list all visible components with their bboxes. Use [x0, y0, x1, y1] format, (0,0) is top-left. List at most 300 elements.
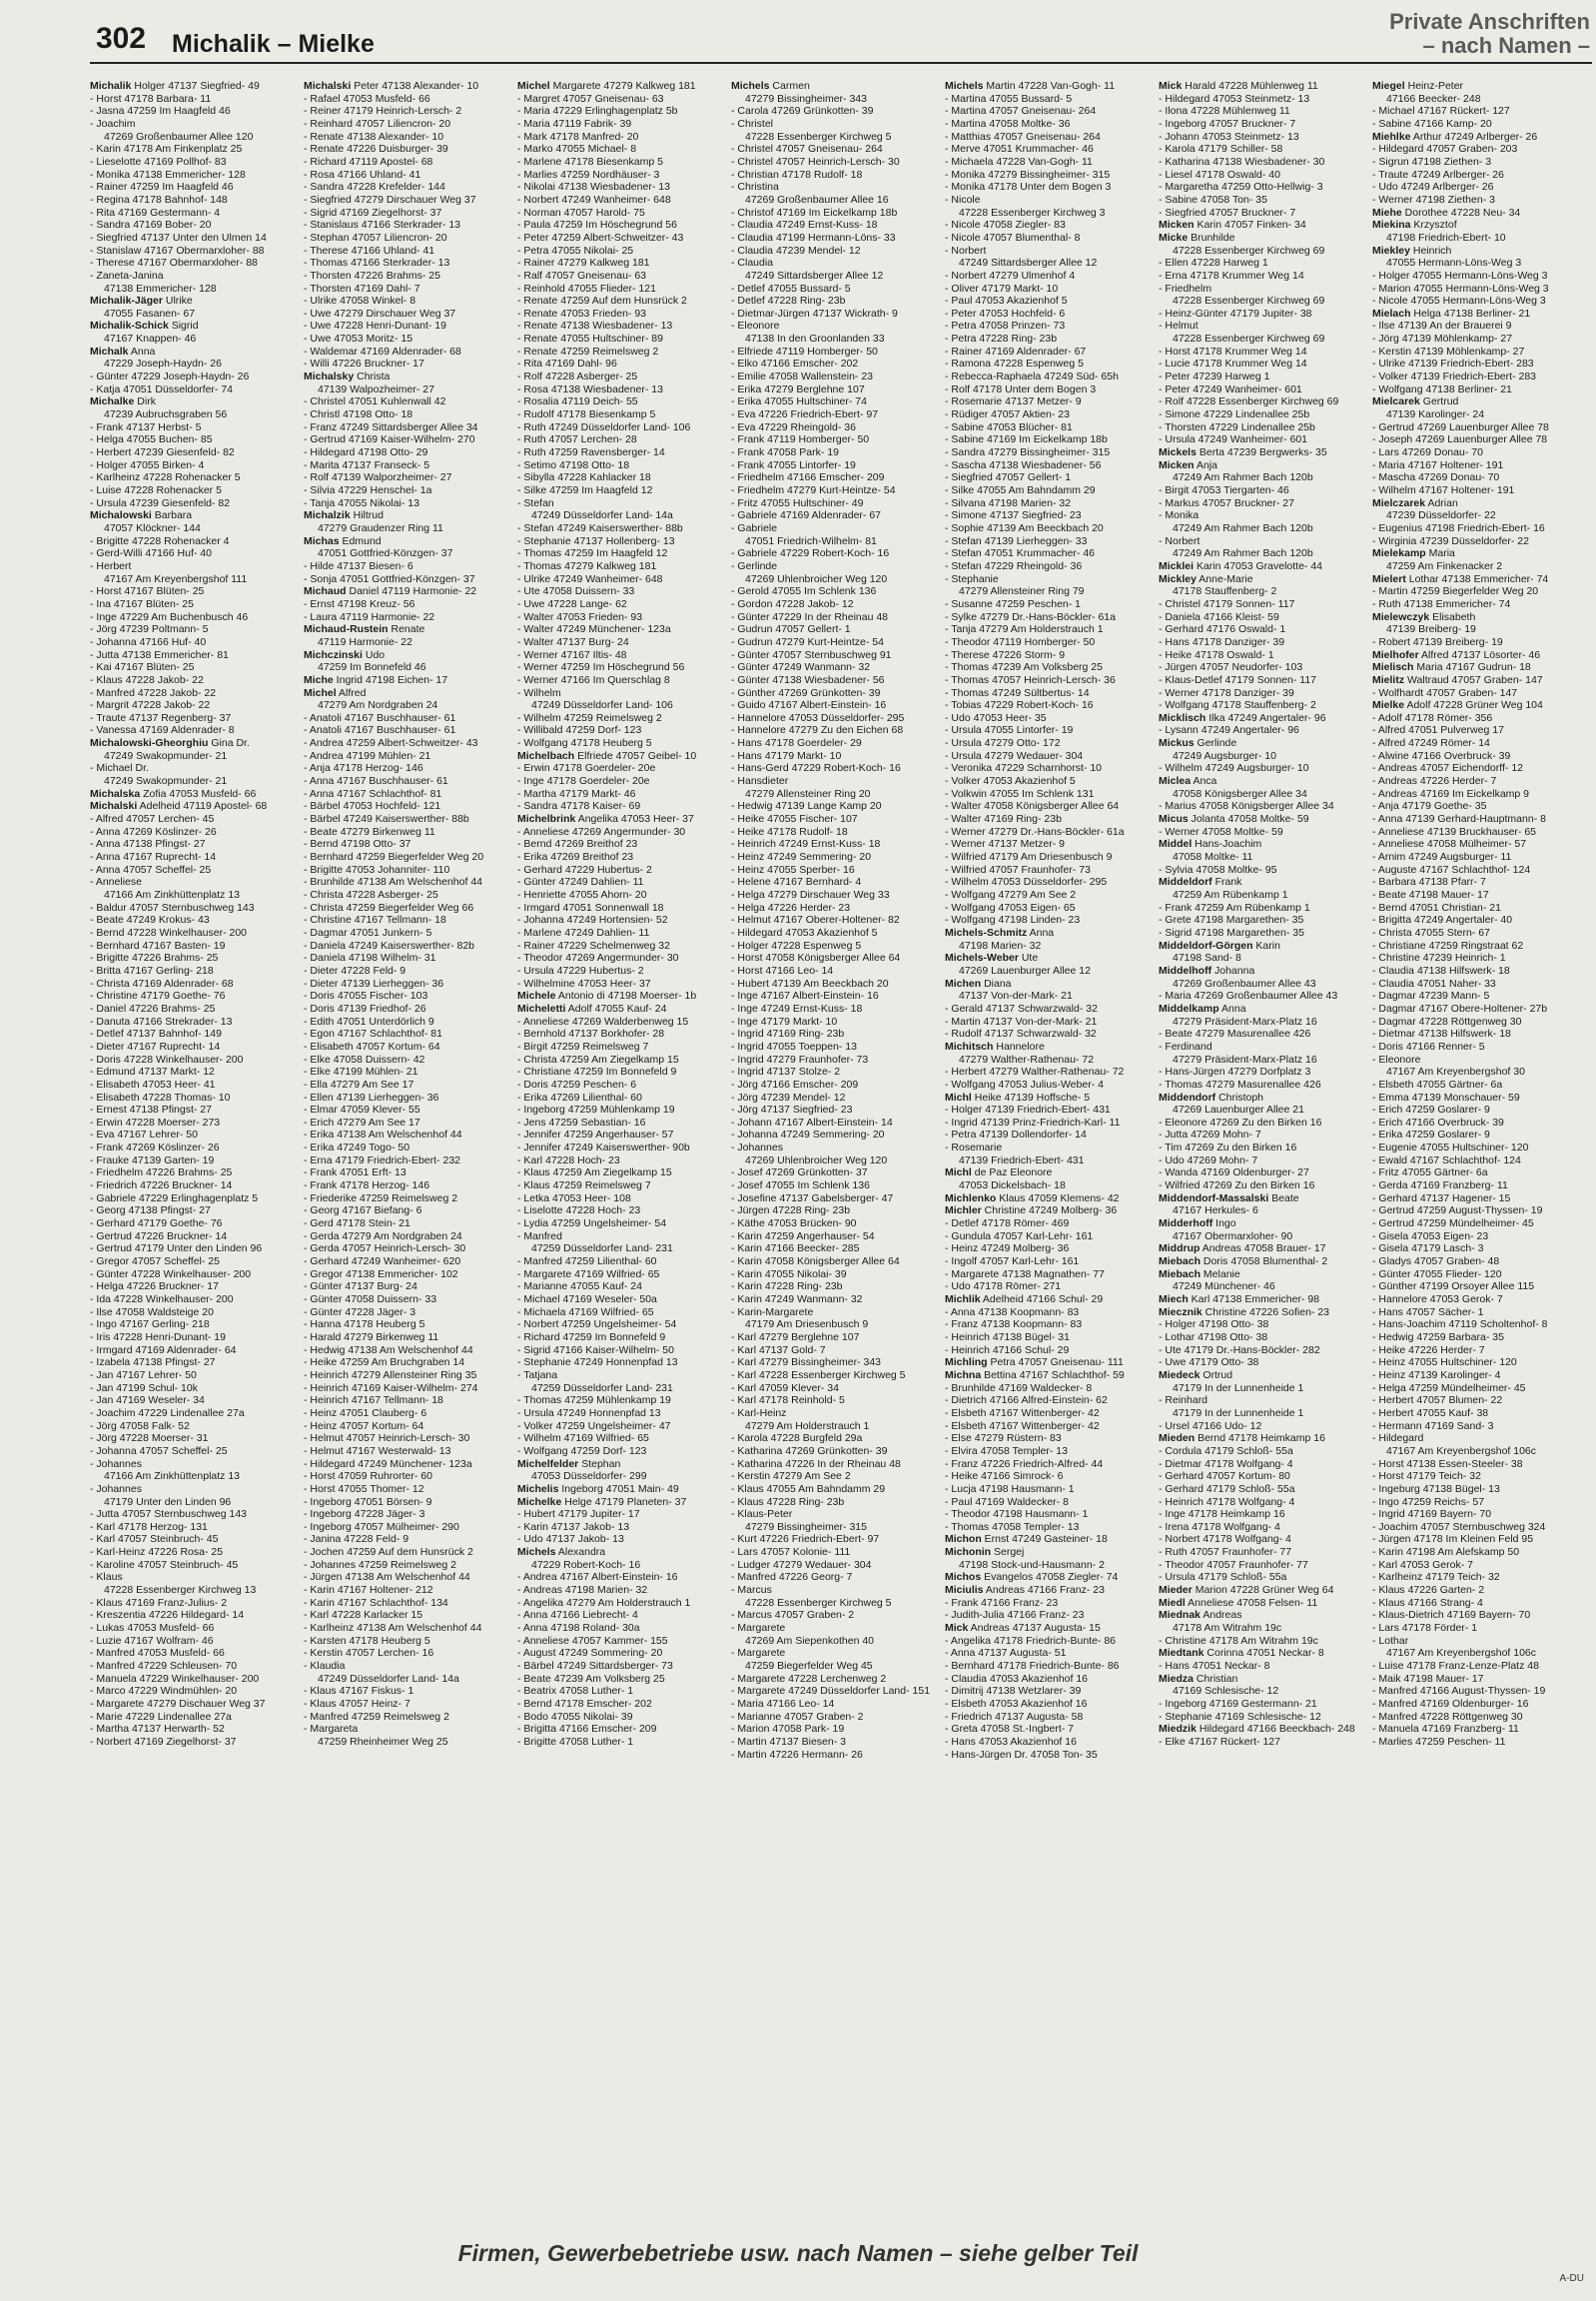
listing-entry: - Beate 47279 Masurenallee 426 — [1159, 1028, 1311, 1041]
listing-entry: - Horst 47055 Thomer- 12 — [304, 1482, 424, 1495]
listing-entry: Michlik Adelheid 47166 Schul- 29 — [945, 1293, 1104, 1305]
listing-entry: 47167 Herkules- 6 — [1173, 1204, 1258, 1217]
listing-entry: - Petra 47228 Ring- 23b — [945, 333, 1058, 346]
listing-entry: - Uwe 47279 Dirschauer Weg 37 — [304, 307, 456, 320]
listing-entry: - Ursula 47055 Lintorfer- 19 — [945, 724, 1074, 737]
listing-entry: 47139 Karolinger- 24 — [1386, 408, 1485, 421]
listing-entry: Michalik Holger 47137 Siegfried- 49 — [90, 80, 260, 92]
listing-entry: - Wilhelm 47259 Reimelsweg 2 — [517, 711, 662, 724]
listing-entry: - Sandra 47279 Bissingheimer- 315 — [945, 446, 1111, 459]
listing-entry: 47058 Königsberger Allee 34 — [1173, 787, 1307, 800]
listing-entry: - Walter 47249 Münchener- 123a — [517, 623, 671, 636]
listing-entry: - Maria 47229 Erlinghagenplatz 5b — [517, 105, 678, 118]
listing-entry: - Norbert 47178 Wolfgang- 4 — [1159, 1533, 1291, 1546]
listing-entry: - Dietmar 47138 Hilfswerk- 18 — [1372, 1028, 1511, 1041]
listing-entry: - Fritz 47055 Hultschiner- 49 — [731, 496, 864, 509]
listing-entry: Mielewczyk Elisabeth — [1372, 610, 1476, 623]
listing-entry: - Emma 47139 Monschauer- 59 — [1372, 1091, 1520, 1104]
listing-entry: Michalski Adelheid 47119 Apostel- 68 — [90, 800, 268, 813]
listing-entry: - Waldemar 47169 Aldenrader- 68 — [304, 345, 461, 358]
listing-entry: - Klaus-Detlef 47179 Sonnen- 117 — [1159, 673, 1316, 686]
listing-entry: - Christel 47057 Heinrich-Lersch- 30 — [731, 155, 900, 168]
listing-entry: - Margarete 47169 Wilfried- 65 — [517, 1267, 660, 1280]
listing-entry: - Günter 47138 Wiesbadener- 56 — [731, 673, 885, 686]
listing-entry: - Johannes — [90, 1457, 142, 1470]
listing-entry: 47279 Präsident-Marx-Platz 16 — [1173, 1053, 1317, 1066]
listing-entry: - Theodor 47119 Homberger- 50 — [945, 635, 1096, 648]
page-header — [0, 0, 1596, 86]
listing-entry: - Johannes — [731, 1142, 783, 1154]
listing-entry: - Karin 47166 Beecker- 285 — [731, 1242, 860, 1255]
listing-entry: - Nikolai 47138 Wiesbadener- 13 — [517, 181, 670, 194]
listing-entry: - Klaus 47228 Jakob- 22 — [90, 673, 204, 686]
listing-entry: - Claudia 47199 Hermann-Löns- 33 — [731, 231, 896, 244]
listing-entry: 47279 Walther-Rathenau- 72 — [959, 1053, 1095, 1066]
listing-entry: 47239 Düsseldorfer- 22 — [1386, 509, 1496, 522]
listing-entry: - Stefan 47229 Rheingold- 36 — [945, 559, 1083, 572]
listing-entry: - Anna 47139 Gerhard-Hauptmann- 8 — [1372, 813, 1546, 826]
listing-entry: 47259 Düsseldorfer Land- 231 — [531, 1381, 673, 1394]
listing-entry: - Luise 47178 Franz-Lenze-Platz 48 — [1372, 1660, 1539, 1673]
listing-entry: - Heike 47259 Am Bruchgraben 14 — [304, 1356, 465, 1369]
listing-entry: 47167 Am Kreyenbergshof 106c — [1386, 1647, 1537, 1660]
listing-entry: - Karl 47053 Gerok- 7 — [1372, 1558, 1473, 1571]
listing-entry: - Wilhelm 47167 Holtener- 191 — [1372, 484, 1515, 496]
listing-entry: - Andreas 47169 Im Eickelkamp 9 — [1372, 787, 1529, 800]
listing-entry: Mickels Berta 47239 Bergwerks- 35 — [1159, 446, 1327, 459]
listing-entry: - Wanda 47169 Oldenburger- 27 — [1159, 1166, 1309, 1179]
listing-entry: - Horst 47167 Blüten- 25 — [90, 585, 205, 598]
listing-entry: - Luise 47228 Rohenacker 5 — [90, 484, 222, 496]
listing-entry: - Danuta 47166 Strekrader- 13 — [90, 1015, 233, 1028]
directory-column — [731, 80, 936, 2177]
listing-entry: - Marcus — [731, 1584, 772, 1597]
listing-entry: - Ilona 47228 Mühlenweg 11 — [1159, 105, 1290, 118]
listing-entry: - Andrea 47259 Albert-Schweitzer- 43 — [304, 737, 478, 750]
listing-entry: - Wilfried 47269 Zu den Birken 16 — [1159, 1179, 1315, 1192]
listing-entry: - Uwe 47053 Moritz- 15 — [304, 333, 413, 346]
listing-entry: - Richard 47259 Im Bonnefeld 9 — [517, 1330, 666, 1343]
listing-entry: Miedtank Corinna 47051 Neckar- 8 — [1159, 1647, 1324, 1660]
listing-entry: Mielitz Waltraud 47057 Graben- 147 — [1372, 673, 1543, 686]
listing-entry: - Rolf 47178 Unter dem Bogen 3 — [945, 383, 1097, 395]
listing-entry: Middel Hans-Joachim — [1159, 838, 1262, 851]
listing-entry: - Karl 47178 Reinhold- 5 — [731, 1394, 845, 1407]
listing-entry: - Hildegard 47053 Akazienhof 5 — [731, 926, 878, 939]
listing-entry: - Ruth 47057 Fraunhofer- 77 — [1159, 1546, 1292, 1559]
listing-entry: - Heike 47178 Rudolf- 18 — [731, 825, 848, 838]
listing-entry: - Gerhard 47179 Schloß- 55a — [1159, 1482, 1295, 1495]
listing-entry: - Hildegard 47057 Graben- 203 — [1372, 143, 1518, 156]
listing-entry: - Lydia 47259 Ungelsheimer- 54 — [517, 1217, 667, 1230]
listing-entry: - Simone 47229 Lindenallee 25b — [1159, 408, 1310, 421]
listing-entry: - Beate 47198 Mauer- 17 — [1372, 889, 1489, 901]
listing-entry: - Anja 47179 Goethe- 35 — [1372, 800, 1487, 813]
listing-entry: 47269 Großenbaumer Allee 43 — [1173, 977, 1316, 990]
listing-entry: - Anneliese 47057 Kammer- 155 — [517, 1634, 668, 1647]
listing-entry: - Karin 47198 Am Alefskamp 50 — [1372, 1546, 1520, 1559]
listing-entry: - Sandra 47178 Kaiser- 69 — [517, 800, 641, 813]
listing-entry: - Johann 47167 Albert-Einstein- 14 — [731, 1116, 893, 1129]
listing-entry: - Sandra 47169 Bober- 20 — [90, 219, 212, 232]
listing-entry: - Anna 47138 Koopmann- 83 — [945, 1305, 1080, 1318]
listing-entry: Michl Heike 47139 Hoffsche- 5 — [945, 1091, 1091, 1104]
listing-entry: - Helga 47279 Dirschauer Weg 33 — [731, 889, 890, 901]
listing-entry: Michelbach Elfriede 47057 Geibel- 10 — [517, 749, 697, 762]
listing-entry: - Heinz 47139 Karolinger- 4 — [1372, 1368, 1501, 1381]
name-range: Michalik – Mielke — [172, 30, 375, 58]
listing-entry: - Hildegard 47249 Münchener- 123a — [304, 1457, 472, 1470]
listing-entry: - Traute 47249 Arlberger- 26 — [1372, 168, 1504, 181]
listing-entry: - Christl 47198 Otto- 18 — [304, 408, 413, 421]
listing-entry: Michonin Sergej — [945, 1546, 1025, 1559]
section-title-line-1: Private Anschriften — [1389, 9, 1590, 34]
listing-entry: - Karl 47279 Berglehne 107 — [731, 1330, 860, 1343]
listing-entry: - Birgit 47259 Reimelsweg 7 — [517, 1040, 649, 1053]
listing-entry: - Karsten 47178 Heuberg 5 — [304, 1634, 430, 1647]
listing-entry: Michel Alfred — [304, 686, 367, 699]
listing-entry: - Thomas 47249 Sültbertus- 14 — [945, 686, 1090, 699]
listing-entry: - Ruth 47057 Lerchen- 28 — [517, 433, 637, 446]
listing-entry: - Karlheinz 47228 Rohenacker 5 — [90, 471, 241, 484]
listing-entry: - Gordon 47228 Jakob- 12 — [731, 597, 854, 610]
listing-entry: - Heinrich 47138 Bügel- 31 — [945, 1330, 1070, 1343]
listing-entry: - Günter 47058 Duissern- 33 — [304, 1293, 437, 1305]
listing-entry: - Wilfried 47057 Fraunhofer- 73 — [945, 863, 1091, 876]
listing-entry: - Karola 47179 Schiller- 58 — [1159, 143, 1283, 156]
listing-entry: Miehe Dorothee 47228 Neu- 34 — [1372, 206, 1521, 219]
listing-entry: - Siegfried 47057 Gellert- 1 — [945, 471, 1072, 484]
listing-entry: Mickley Anne-Marie — [1159, 572, 1253, 585]
listing-entry: - Gregor 47138 Emmericher- 102 — [304, 1267, 458, 1280]
listing-entry: - Nicole — [945, 193, 981, 206]
listing-entry: 47279 Am Nordgraben 24 — [318, 699, 438, 712]
listing-entry: - Gertrud 47259 Mündelheimer- 45 — [1372, 1217, 1534, 1230]
listing-entry: - Jörg 47058 Falk- 52 — [90, 1419, 190, 1432]
listing-entry: - Jörg 47166 Emscher- 209 — [731, 1078, 859, 1091]
listing-entry: - Bernhold 47137 Borkhofer- 28 — [517, 1028, 665, 1041]
listing-entry: - Thomas 47259 Mühlenkamp 19 — [517, 1394, 671, 1407]
listing-entry: - Karin 47259 Angerhauser- 54 — [731, 1229, 875, 1242]
listing-entry: - Beatrix 47058 Luther- 1 — [517, 1685, 634, 1698]
listing-entry: 47198 Friedrich-Ebert- 10 — [1386, 231, 1506, 244]
listing-entry: - Karl 47057 Steinbruch- 45 — [90, 1533, 219, 1546]
listing-entry: 47279 Allensteiner Ring 79 — [959, 585, 1085, 598]
listing-entry: - Friedrich 47226 Bruckner- 14 — [90, 1179, 233, 1192]
listing-entry: - Gerhard 47229 Hubertus- 2 — [517, 863, 652, 876]
listing-entry: - Wilhelm 47053 Düsseldorfer- 295 — [945, 876, 1108, 889]
listing-entry: - Josefine 47137 Gabelsberger- 47 — [731, 1191, 894, 1204]
listing-entry: - Lysann 47249 Angertaler- 96 — [1159, 724, 1299, 737]
listing-entry: - Karl 47059 Klever- 34 — [731, 1381, 839, 1394]
listing-entry: - Ingrid 47139 Prinz-Friedrich-Karl- 11 — [945, 1116, 1121, 1129]
listing-entry: - Dagmar 47167 Obere-Holtener- 27b — [1372, 1002, 1548, 1015]
listing-entry: - Jennifer 47259 Angerhauser- 57 — [517, 1129, 674, 1142]
listing-entry: - Hans 47178 Danziger- 39 — [1159, 635, 1285, 648]
listing-entry: - Norbert 47279 Ulmenhof 4 — [945, 269, 1076, 282]
listing-entry: - Karl 47279 Bissingheimer- 343 — [731, 1356, 881, 1369]
listing-entry: 47269 Uhlenbroicher Weg 120 — [745, 572, 888, 585]
listing-entry: - Klaus 47259 Reimelsweg 7 — [517, 1179, 651, 1192]
listing-entry: - Karin 47167 Holtener- 212 — [304, 1584, 433, 1597]
listing-entry: - Helga 47226 Herder- 23 — [731, 901, 851, 914]
listing-entry: - Ingo 47167 Gerling- 218 — [90, 1318, 210, 1331]
listing-entry: - Michael Dr. — [90, 762, 149, 775]
listing-entry: Mickus Gerlinde — [1159, 737, 1237, 750]
listing-entry: - Lucie 47178 Krummer Weg 14 — [1159, 358, 1307, 371]
listing-entry: - Daniel 47226 Brahms- 25 — [90, 1002, 216, 1015]
listing-entry: - Dagmar 47051 Junkern- 5 — [304, 926, 432, 939]
listing-entry: - Maria 47119 Fabrik- 39 — [517, 117, 632, 130]
listing-entry: Miebach Melanie — [1159, 1267, 1240, 1280]
listing-entry: Micken Anja — [1159, 458, 1217, 471]
listing-entry: - Wilfried 47179 Am Driesenbusch 9 — [945, 851, 1113, 864]
listing-entry: - Erika 47259 Goslarer- 9 — [1372, 1129, 1490, 1142]
listing-entry: 47259 Am Finkenacker 2 — [1386, 559, 1503, 572]
listing-entry: - Karin 47249 Wanmann- 32 — [731, 1293, 863, 1305]
listing-entry: - Klaudia — [304, 1660, 346, 1673]
listing-entry: - Gregor 47057 Scheffel- 25 — [90, 1255, 220, 1268]
listing-entry: - Gerhard 47057 Kortum- 80 — [1159, 1470, 1290, 1483]
listing-entry: 47228 Essenberger Kirchweg 69 — [1173, 244, 1325, 257]
listing-entry: - Renate 47138 Wiesbadener- 13 — [517, 320, 673, 333]
listing-entry: - Beate 47279 Birkenweg 11 — [304, 825, 435, 838]
listing-entry: - Gudrun 47057 Gellert- 1 — [731, 623, 851, 636]
listing-entry: Michalsky Christa — [304, 371, 391, 384]
listing-entry: Miedza Christian — [1159, 1672, 1238, 1685]
listing-entry: 47198 Stock-und-Hausmann- 2 — [959, 1558, 1105, 1571]
listing-entry: - Klaus 47228 Ring- 23b — [731, 1495, 845, 1508]
listing-entry: - Marco 47229 Windmühlen- 20 — [90, 1685, 238, 1698]
listing-entry: - Margarete 47228 Lerchenweg 2 — [731, 1672, 887, 1685]
listing-entry: - Jennifer 47249 Kaiserswerther- 90b — [517, 1142, 690, 1154]
listing-entry: Michalik-Jäger Ulrike — [90, 295, 193, 308]
listing-entry: 47279 Am Holderstrauch 1 — [745, 1419, 870, 1432]
listing-entry: - Wilhelm 47249 Augsburger- 10 — [1159, 762, 1309, 775]
listing-entry: Michalowski Barbara — [90, 509, 193, 522]
listing-entry: - Jutta 47057 Sternbuschweg 143 — [90, 1508, 248, 1521]
listing-entry: - Heinz 47055 Hultschiner- 120 — [1372, 1356, 1517, 1369]
listing-entry: - Christiane 47259 Ringstraat 62 — [1372, 939, 1524, 952]
listing-entry: - Stanislaus 47166 Sterkrader- 13 — [304, 219, 461, 232]
listing-entry: Miegel Heinz-Peter — [1372, 80, 1464, 92]
listing-entry: - Hildegard 47053 Steinmetz- 13 — [1159, 92, 1310, 105]
listing-entry: - Doris 47139 Friedhof- 26 — [304, 1002, 426, 1015]
listing-entry: 47139 Walpozheimer- 27 — [318, 383, 434, 395]
listing-entry: Micheletti Adolf 47055 Kauf- 24 — [517, 1002, 667, 1015]
listing-entry: - Gundula 47057 Karl-Lehr- 161 — [945, 1229, 1094, 1242]
listing-entry: - Anneliese 47139 Bruckhauser- 65 — [1372, 825, 1537, 838]
listing-entry: - Thomas 47058 Templer- 13 — [945, 1520, 1080, 1533]
listing-entry: - Josef 47269 Grünkotten- 37 — [731, 1166, 868, 1179]
listing-entry: - Michael 47167 Rückert- 127 — [1372, 105, 1510, 118]
listing-entry: - Christine 47167 Tellmann- 18 — [304, 914, 446, 927]
listing-entry: - Elsbeth 47053 Akazienhof 16 — [945, 1698, 1088, 1710]
listing-entry: 47259 Im Bonnefeld 46 — [318, 661, 426, 674]
listing-entry: - Erich 47259 Goslarer- 9 — [1372, 1104, 1490, 1117]
listing-entry: - Heinrich 47178 Wolfgang- 4 — [1159, 1495, 1295, 1508]
listing-entry: - Erika 47269 Breithof 23 — [517, 851, 634, 864]
listing-entry: - Hansdieter — [731, 775, 789, 788]
listing-entry: - Karl 47228 Karlacker 15 — [304, 1609, 423, 1622]
listing-entry: - Christa 47228 Asberger- 25 — [304, 889, 438, 901]
listing-entry: - Alwine 47166 Overbruck- 39 — [1372, 749, 1511, 762]
listing-entry: Michczinski Udo — [304, 648, 386, 661]
listing-entry: Mieden Bernd 47178 Heimkamp 16 — [1159, 1432, 1325, 1445]
listing-entry: Middendorf-Massalski Beate — [1159, 1191, 1299, 1204]
listing-entry: - Brigitte 47058 Luther- 1 — [517, 1735, 634, 1748]
listing-entry: Michelfelder Stephan — [517, 1457, 621, 1470]
listing-entry: - Jörg 47239 Poltmann- 5 — [90, 623, 209, 636]
listing-entry: - Gladys 47057 Graben- 48 — [1372, 1255, 1500, 1268]
listing-entry: - Rita 47169 Gestermann- 4 — [90, 206, 221, 219]
listing-entry: - Karin 47178 Am Finkenplatz 25 — [90, 143, 243, 156]
listing-entry: - Udo 47249 Arlberger- 26 — [1372, 181, 1494, 194]
listing-entry: - Frank 47051 Erft- 13 — [304, 1166, 406, 1179]
listing-entry: 47249 Münchener- 46 — [1173, 1280, 1275, 1293]
listing-entry: - Johannes — [90, 1482, 142, 1495]
listing-entry: - Kreszentia 47226 Hildegard- 14 — [90, 1609, 245, 1622]
listing-entry: Middeldorf-Görgen Karin — [1159, 939, 1280, 952]
listing-entry: - Thomas 47057 Heinrich-Lersch- 36 — [945, 673, 1116, 686]
listing-entry: - Hubert 47139 Am Beeckbach 20 — [731, 977, 889, 990]
listing-entry: Michelke Helge 47179 Planeten- 37 — [517, 1495, 687, 1508]
listing-entry: - Nicole 47055 Hermann-Löns-Weg 3 — [1372, 295, 1546, 308]
listing-entry: - Horst 47179 Teich- 32 — [1372, 1470, 1481, 1483]
listing-entry: - Detlef 47178 Römer- 469 — [945, 1217, 1070, 1230]
listing-entry: - Norbert 47249 Wanheimer- 648 — [517, 193, 671, 206]
listing-entry: - Ramona 47228 Espenweg 5 — [945, 358, 1084, 371]
listing-entry: - Karin-Margarete — [731, 1305, 814, 1318]
listing-entry: - Marie 47229 Lindenallee 27a — [90, 1710, 232, 1723]
listing-entry: - Christa 47055 Stern- 67 — [1372, 926, 1490, 939]
listing-entry: Michitsch Hannelore — [945, 1040, 1045, 1053]
listing-entry: - Marion 47055 Hermann-Löns-Weg 3 — [1372, 282, 1549, 295]
listing-entry: - Eleonore — [1372, 1053, 1421, 1066]
listing-entry: - Andrea 47199 Mühlen- 21 — [304, 749, 431, 762]
listing-entry: - Bernd 47178 Emscher- 202 — [517, 1698, 652, 1710]
listing-entry: Michler Christine 47249 Molberg- 36 — [945, 1204, 1118, 1217]
listing-entry: - Thomas 47239 Am Volksberg 25 — [945, 661, 1103, 674]
listing-entry: - Anna 47167 Buschhauser- 61 — [304, 775, 448, 788]
listing-entry: - Andreas 47226 Herder- 7 — [1372, 775, 1497, 788]
listing-entry: - Sigrid 47169 Ziegelhorst- 37 — [304, 206, 442, 219]
listing-entry: - Ursula 47249 Wanheimer- 601 — [1159, 433, 1308, 446]
listing-entry: - Wolfgang 47178 Heuberg 5 — [517, 737, 652, 750]
listing-entry: - Sabine 47053 Blücher- 81 — [945, 420, 1073, 433]
listing-entry: - Gabriele 47229 Erlinghagenplatz 5 — [90, 1191, 259, 1204]
listing-entry: - Doris 47166 Renner- 5 — [1372, 1040, 1485, 1053]
listing-entry: - Regina 47178 Bahnhof- 148 — [90, 193, 228, 206]
listing-entry: - Traute 47137 Regenberg- 37 — [90, 711, 232, 724]
listing-entry: - Heinrich 47169 Kaiser-Wilhelm- 274 — [304, 1381, 478, 1394]
listing-entry: - Heike 47226 Herder- 7 — [1372, 1343, 1485, 1356]
listing-entry: 47249 Düsseldorfer Land- 14a — [318, 1672, 459, 1685]
listing-entry: Mielach Helga 47138 Berliner- 21 — [1372, 307, 1531, 320]
listing-entry: - Volkwin 47055 Im Schlenk 131 — [945, 787, 1095, 800]
listing-entry: - Gabriele 47169 Aldenrader- 67 — [731, 509, 882, 522]
listing-entry: - Ida 47228 Winkelhauser- 200 — [90, 1293, 234, 1305]
listing-entry: - Carola 47269 Grünkotten- 39 — [731, 105, 874, 118]
listing-entry: - Therese 47167 Obermarxloher- 88 — [90, 257, 258, 270]
listing-entry: - Stephanie 47137 Hollenberg- 13 — [517, 534, 675, 547]
listing-entry: - Ursula 47279 Wedauer- 304 — [945, 749, 1084, 762]
listing-entry: - Dagmar 47239 Mann- 5 — [1372, 990, 1490, 1003]
listing-entry: 47119 Harmonie- 22 — [318, 635, 412, 648]
listing-entry: 47269 Großenbaumer Allee 16 — [745, 193, 889, 206]
listing-entry: - Holger 47055 Hermann-Löns-Weg 3 — [1372, 269, 1548, 282]
listing-entry: - Ulrike 47249 Wanheimer- 648 — [517, 572, 663, 585]
listing-entry: - Brigitta 47166 Emscher- 209 — [517, 1723, 657, 1736]
listing-entry: - Joachim — [90, 117, 136, 130]
listing-entry: - Christel 47057 Gneisenau- 264 — [731, 143, 883, 156]
listing-entry: Mick Andreas 47137 Augusta- 15 — [945, 1622, 1101, 1635]
listing-entry: - Wolfgang 47259 Dorf- 123 — [517, 1444, 647, 1457]
listing-entry: - Eleonore — [731, 320, 780, 333]
listing-entry: - Katharina 47226 In der Rheinau 48 — [731, 1457, 901, 1470]
listing-entry: - Lars 47057 Kolonie- 111 — [731, 1546, 851, 1559]
listing-entry: - Klaus 47057 Heinz- 7 — [304, 1698, 410, 1710]
listing-entry: - Judith-Julia 47166 Franz- 23 — [945, 1609, 1085, 1622]
listing-entry: - Horst 47178 Krummer Weg 14 — [1159, 345, 1307, 358]
listing-entry: 47139 Breiberg- 19 — [1386, 623, 1476, 636]
listing-entry: - Hans 47178 Goerdeler- 29 — [731, 737, 862, 750]
listing-entry: - Elko 47166 Emscher- 202 — [731, 358, 859, 371]
listing-entry: 47138 In den Groonlanden 33 — [745, 333, 885, 346]
listing-entry: 47269 Lauenburger Allee 12 — [959, 964, 1091, 977]
listing-entry: 47259 Biegerfelder Weg 45 — [745, 1660, 873, 1673]
listing-entry: - Dieter 47139 Lierheggen- 36 — [304, 977, 444, 990]
listing-entry: - Veronika 47229 Scharnhorst- 10 — [945, 762, 1103, 775]
listing-entry: - Hubert 47179 Jupiter- 17 — [517, 1508, 640, 1521]
listing-entry: - Paula 47259 Im Höschegrund 56 — [517, 219, 677, 232]
listing-entry: - Doris 47259 Peschen- 6 — [517, 1078, 637, 1091]
listing-entry: - Elfriede 47119 Homberger- 50 — [731, 345, 878, 358]
listing-entry: - Sabine 47169 Im Eickelkamp 18b — [945, 433, 1108, 446]
listing-entry: - Sylke 47279 Dr.-Hans-Böckler- 61a — [945, 610, 1116, 623]
listing-entry: - Rebecca-Raphaela 47249 Süd- 65h — [945, 371, 1119, 384]
listing-entry: 47055 Hermann-Löns-Weg 3 — [1386, 257, 1522, 270]
listing-entry: - Katharina 47269 Grünkotten- 39 — [731, 1444, 888, 1457]
listing-entry: - Inge 47249 Ernst-Kuss- 18 — [731, 1002, 863, 1015]
listing-entry: - Ursula 47249 Honnenpfad 13 — [517, 1406, 661, 1419]
listing-entry: - Hedwig 47138 Am Welschenhof 44 — [304, 1343, 473, 1356]
section-title — [1389, 10, 1590, 58]
listing-entry: - Günter 47137 Burg- 24 — [304, 1280, 417, 1293]
header-rule — [90, 62, 1592, 64]
listing-entry: - Holger 47055 Birken- 4 — [90, 458, 205, 471]
listing-entry: - Günther 47199 Orsoyer Allee 115 — [1372, 1280, 1535, 1293]
listing-entry: - Horst 47058 Königsberger Allee 64 — [731, 952, 901, 965]
listing-entry: - Gerhard 47137 Hagener- 15 — [1372, 1191, 1511, 1204]
listing-entry: - Alfred 47249 Römer- 14 — [1372, 737, 1490, 750]
listing-entry: - Manfred 47228 Röttgenweg 30 — [1372, 1710, 1523, 1723]
listing-entry: Micken Karin 47057 Finken- 34 — [1159, 219, 1306, 232]
listing-entry: - Volker 47139 Friedrich-Ebert- 283 — [1372, 371, 1536, 384]
listing-entry: - Brigitte 47226 Brahms- 25 — [90, 952, 219, 965]
listing-entry: - Claudia 47249 Ernst-Kuss- 18 — [731, 219, 878, 232]
listing-entry: - Heike 47178 Oswald- 1 — [1159, 648, 1274, 661]
listing-entry: - Tim 47269 Zu den Birken 16 — [1159, 1142, 1297, 1154]
listing-entry: - Wolfgang 47053 Julius-Weber- 4 — [945, 1078, 1104, 1091]
listing-entry: - Ursula 47279 Otto- 172 — [945, 737, 1061, 750]
listing-entry: - Werner 47167 Iltis- 48 — [517, 648, 627, 661]
listing-entry: 47249 Sittardsberger Allee 12 — [959, 257, 1098, 270]
listing-entry: - Wolfgang 47053 Eigen- 65 — [945, 901, 1076, 914]
listing-entry: - Martina 47057 Gneisenau- 264 — [945, 105, 1097, 118]
listing-entry: - Udo 47178 Römer- 271 — [945, 1280, 1062, 1293]
listing-entry: - Karl-Heinz 47226 Rosa- 25 — [90, 1546, 224, 1559]
